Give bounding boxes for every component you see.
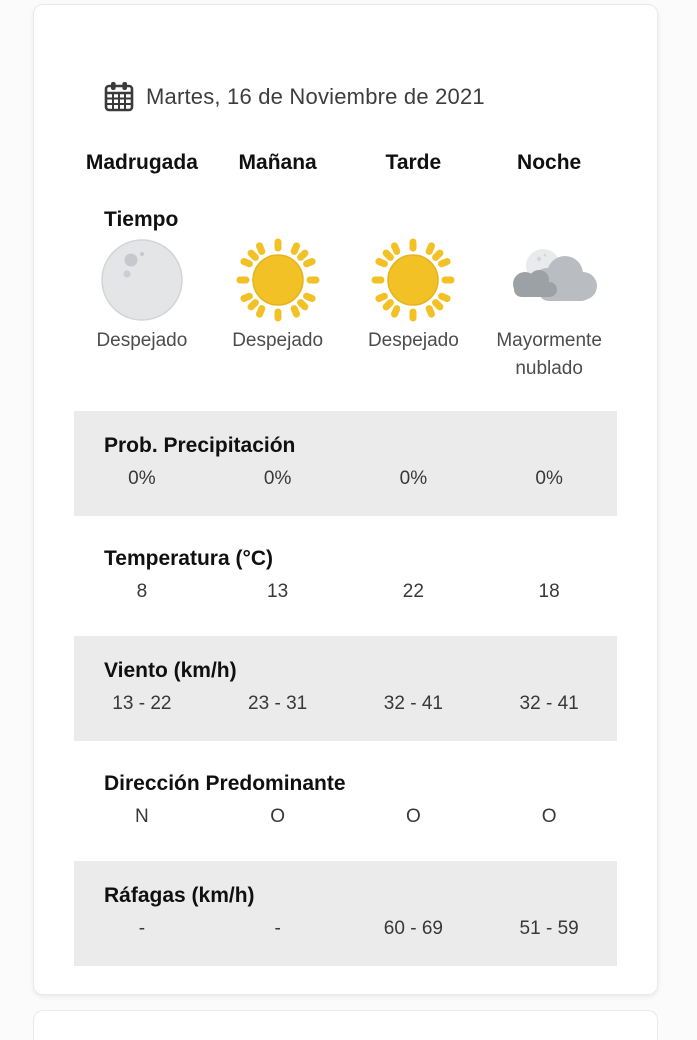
sun-icon bbox=[346, 235, 482, 325]
weather-caption: Mayormente nublado bbox=[496, 330, 602, 379]
row-values bbox=[74, 693, 617, 715]
forecast-card bbox=[33, 4, 658, 995]
weather-captions-row bbox=[74, 327, 617, 391]
row-values bbox=[74, 806, 617, 828]
cell-value: 22 bbox=[402, 581, 424, 602]
cell-value: 0% bbox=[128, 468, 156, 489]
date-text: Martes, 16 de Noviembre de 2021 bbox=[146, 84, 485, 109]
cell-value: 32 - 41 bbox=[519, 693, 579, 714]
row-label: Viento (km/h) bbox=[104, 659, 237, 682]
cell-value: 0% bbox=[263, 468, 292, 489]
weather-caption: Despejado bbox=[367, 330, 459, 351]
row-rafagas bbox=[74, 861, 617, 966]
column-header-manana: Mañana bbox=[238, 151, 317, 174]
row-temperatura bbox=[74, 516, 617, 636]
weather-caption: Despejado bbox=[232, 330, 324, 351]
cell-value: 32 - 41 bbox=[383, 693, 443, 714]
cell-value: 23 - 31 bbox=[248, 693, 308, 714]
cell-value: 18 bbox=[538, 581, 560, 602]
mostly-cloudy-night-icon bbox=[481, 235, 617, 325]
row-values bbox=[74, 918, 617, 940]
row-label: Temperatura (°C) bbox=[104, 547, 274, 570]
weather-icons-row bbox=[74, 235, 617, 325]
calendar-icon bbox=[104, 81, 134, 113]
cell-value: 0% bbox=[399, 468, 428, 489]
cell-value: O bbox=[541, 806, 557, 827]
cell-value: 60 - 69 bbox=[383, 918, 443, 939]
moon-clear-icon bbox=[74, 235, 210, 325]
column-header-tarde: Tarde bbox=[385, 151, 442, 174]
cell-value: - bbox=[274, 918, 281, 939]
row-label: Ráfagas (km/h) bbox=[104, 884, 255, 907]
row-prob-precipitacion bbox=[74, 411, 617, 516]
row-values bbox=[74, 468, 617, 490]
weather-caption: Despejado bbox=[96, 330, 188, 351]
cell-value: 51 - 59 bbox=[519, 918, 579, 939]
cell-value: O bbox=[270, 806, 286, 827]
sun-icon bbox=[210, 235, 346, 325]
column-header-madrugada: Madrugada bbox=[85, 151, 198, 174]
row-values bbox=[74, 581, 617, 603]
cell-value: - bbox=[138, 918, 146, 939]
cell-value: 0% bbox=[535, 468, 563, 489]
row-direccion-predominante bbox=[74, 741, 617, 861]
cell-value: 8 bbox=[136, 581, 148, 602]
row-viento bbox=[74, 636, 617, 741]
cell-value: N bbox=[135, 806, 149, 827]
column-header-noche: Noche bbox=[517, 151, 582, 174]
next-forecast-card-stub bbox=[33, 1010, 658, 1040]
row-label: Prob. Precipitación bbox=[104, 434, 296, 457]
cell-value: 13 bbox=[267, 581, 289, 602]
column-headers bbox=[74, 151, 617, 176]
cell-value: O bbox=[405, 806, 421, 827]
cell-value: 13 - 22 bbox=[112, 693, 172, 714]
date-header bbox=[104, 81, 657, 113]
row-label: Dirección Predominante bbox=[104, 772, 346, 795]
weather-row-label: Tiempo bbox=[104, 208, 179, 231]
